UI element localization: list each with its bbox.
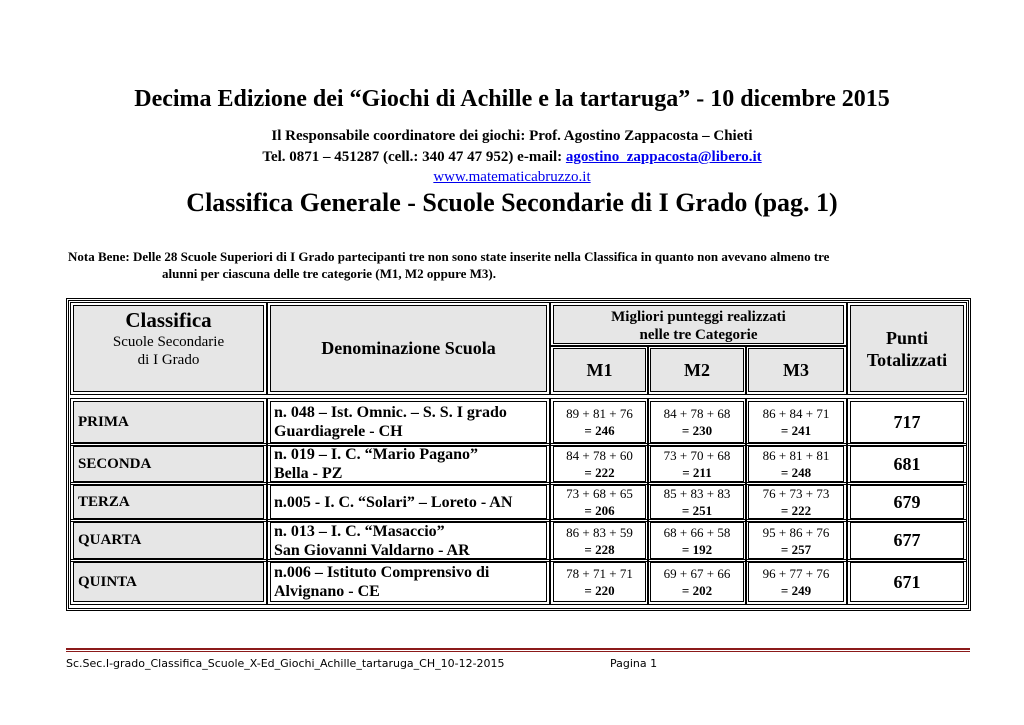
row-5-school: [270, 562, 547, 602]
row-5-m3: [748, 562, 844, 602]
row-1-m2-sum: 84 + 78 + 68: [663, 406, 731, 421]
header-best-line1: Migliori punteggi realizzati: [611, 309, 786, 325]
row-5-m2: [650, 562, 744, 602]
header-m1: M1: [553, 348, 646, 392]
row-2-m1: [553, 446, 646, 482]
row-1-m3-sum: 86 + 84 + 71: [762, 406, 830, 421]
row-2-total: 681: [850, 446, 964, 482]
header-best-scores: [553, 305, 844, 344]
row-4-m1-result: = 228: [584, 541, 615, 557]
row-2-rank: SECONDA: [73, 446, 264, 482]
row-3-m3: [748, 485, 844, 519]
row-1-school-line2: Guardiagrele - CH: [274, 423, 403, 440]
header-total-line2: Totalizzati: [866, 349, 948, 370]
row-5-school-line1: n.006 – Istituto Comprensivo di: [274, 564, 490, 581]
email-link[interactable]: agostino_zappacosta@libero.it: [565, 149, 762, 165]
row-1-school-line1: n. 048 – Ist. Omnic. – S. S. I grado: [274, 404, 507, 421]
row-3-m3-result: = 222: [780, 503, 812, 518]
header-m2: M2: [650, 348, 744, 392]
row-4-school: [270, 522, 547, 559]
row-4-m3: [748, 522, 844, 559]
row-4-m3-sum: 95 + 86 + 76: [762, 524, 830, 540]
row-1-m3: [748, 401, 844, 443]
footer-page-number: Pagina 1: [610, 657, 658, 670]
row-3-m1-result: = 206: [584, 503, 615, 518]
row-1-m1-sum: 89 + 81 + 76: [566, 406, 633, 421]
coordinator-line: Il Responsabile coordinatore dei giochi: Prof. Agostino Zappacosta – Chieti: [271, 128, 753, 144]
row-4-m1-sum: 86 + 83 + 59: [566, 524, 633, 540]
row-1-m2: [650, 401, 744, 443]
row-1-m1: [553, 401, 646, 443]
note-line-2: alunni per ciascuna delle tre categorie (M1, M2 oppure M3).: [162, 266, 496, 281]
row-1-m3-result: = 241: [780, 423, 812, 438]
row-5-school-line2: Alvignano - CE: [274, 583, 380, 600]
row-5-total: 671: [850, 562, 964, 602]
row-3-school: [270, 485, 547, 519]
row-3-school-line1: n.005 - I. C. “Solari” – Loreto - AN: [274, 493, 513, 511]
row-4-m3-result: = 257: [780, 541, 812, 557]
footer-rule-thin: [66, 651, 970, 652]
header-total-line1: Punti: [885, 327, 928, 348]
row-5-m3-sum: 96 + 77 + 76: [762, 566, 830, 581]
row-1-rank: PRIMA: [73, 401, 264, 443]
header-classifica: [73, 305, 264, 392]
row-5-m1: [553, 562, 646, 602]
row-1-school: [270, 401, 547, 443]
document-title: Decima Edizione dei “Giochi di Achille e la tartaruga” - 10 dicembre 2015: [134, 86, 890, 112]
footer-rule: [66, 648, 970, 650]
row-3-total: 679: [850, 485, 964, 519]
row-2-m1-sum: 84 + 78 + 60: [566, 448, 633, 463]
phone-text: Tel. 0871 – 451287 (cell.: 340 47 47 952) e-mail:: [262, 149, 566, 165]
header-classifica-sub2: di I Grado: [137, 352, 200, 368]
row-4-m2-sum: 68 + 66 + 58: [663, 524, 731, 540]
header-best-line2: nelle tre Categorie: [639, 327, 758, 343]
row-3-m2: [650, 485, 744, 519]
row-4-m2: [650, 522, 744, 559]
row-4-m2-result: = 192: [681, 541, 713, 557]
row-3-m2-sum: 85 + 83 + 83: [663, 486, 731, 501]
note-line-1: Nota Bene: Delle 28 Scuole Superiori di I Grado partecipanti tre non sono state inserite nella Classifica in quanto non avevano almeno tre: [68, 249, 830, 264]
row-2-m3-sum: 86 + 81 + 81: [762, 448, 830, 463]
page-subtitle: Classifica Generale - Scuole Secondarie di I Grado (pag. 1): [186, 188, 838, 217]
row-1-total: 717: [850, 401, 964, 443]
header-total: [850, 305, 964, 392]
row-5-m2-result: = 202: [681, 583, 713, 598]
row-3-m1-sum: 73 + 68 + 65: [566, 486, 633, 501]
footer-filename: Sc.Sec.I-grado_Classifica_Scuole_X-Ed_Giochi_Achille_tartaruga_CH_10-12-2015: [66, 657, 505, 670]
header-school: Denominazione Scuola: [270, 305, 547, 392]
row-5-rank: QUINTA: [73, 562, 264, 602]
row-2-m2-sum: 73 + 70 + 68: [663, 448, 731, 463]
row-4-school-line1: n. 013 – I. C. “Masaccio”: [274, 522, 445, 540]
row-2-m2: [650, 446, 744, 482]
row-4-total: 677: [850, 522, 964, 559]
row-2-m3-result: = 248: [780, 465, 812, 480]
row-2-school-line2: Bella - PZ: [274, 465, 343, 482]
row-3-m3-sum: 76 + 73 + 73: [762, 486, 830, 501]
row-5-m1-result: = 220: [584, 583, 615, 598]
header-classifica-title: Classifica: [125, 308, 212, 332]
header-classifica-sub1: Scuole Secondarie: [112, 334, 225, 350]
website-line: [0, 169, 1024, 186]
row-4-m1: [553, 522, 646, 559]
website-link[interactable]: www.matematicabruzzo.it: [433, 169, 591, 185]
row-2-m1-result: = 222: [584, 465, 615, 480]
row-2-school-line1: n. 019 – I. C. “Mario Pagano”: [274, 446, 478, 463]
row-5-m3-result: = 249: [780, 583, 812, 598]
row-2-m3: [748, 446, 844, 482]
row-3-m1: [553, 485, 646, 519]
row-1-m1-result: = 246: [584, 423, 615, 438]
contact-line: [0, 149, 1024, 166]
row-1-m2-result: = 230: [681, 423, 713, 438]
row-5-m1-sum: 78 + 71 + 71: [566, 566, 633, 581]
row-4-school-line2: San Giovanni Valdarno - AR: [274, 541, 470, 559]
row-3-rank: TERZA: [73, 485, 264, 519]
row-3-m2-result: = 251: [681, 503, 713, 518]
header-m3: M3: [748, 348, 844, 392]
row-4-rank: QUARTA: [73, 522, 264, 559]
row-5-m2-sum: 69 + 67 + 66: [663, 566, 731, 581]
row-2-m2-result: = 211: [682, 465, 712, 480]
row-2-school: [270, 446, 547, 482]
